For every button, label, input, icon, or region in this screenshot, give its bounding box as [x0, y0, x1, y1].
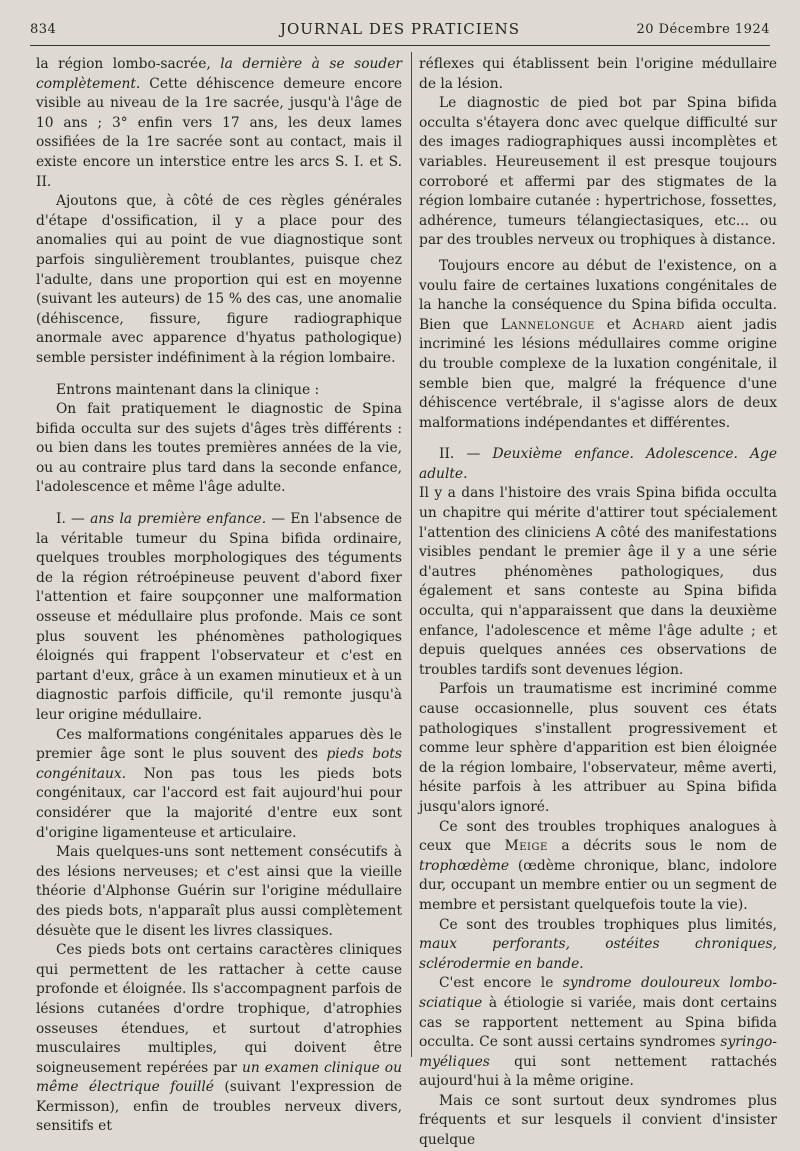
paragraph: Toujours encore au début de l'existence, on a voulu faire de certaines luxations congénitales de la hanche la conséquence du Spina bifida occulta. Bien que Lannelongue et Achard aient jadis incriminé les lésions médullaires comme origine du trouble complexe de la luxation congénitale, il semble bien que, malgré la fréquence d'une déhiscence vertébrale, il s'agisse alors de deux malformations indépendantes et différentes.: [419, 257, 777, 431]
left-column: [36, 55, 403, 1135]
section-title: Deuxième enfance. Adolescence. Age adulte.: [419, 446, 777, 482]
issue-date: 20 Décembre 1924: [636, 22, 770, 37]
page-number: 834: [30, 22, 57, 37]
paragraph: On fait pratiquement le diagnostic de Spina bifida occulta sur des sujets d'âges très différents : ou bien dans les toutes premières années de la vie, ou au contraire plus tard dans la seconde enfance, l'adolescence et même l'âge adulte.: [36, 401, 402, 496]
paragraph: la région lombo-sacrée, la dernière à se souder complètement. Cette déhiscence demeure encore visible au niveau de la 1re sacrée, jusqu'à l'âge de 10 ans ; 3° enfin vers 17 ans, les deux lames ossifiées de la 1re sacrée sont au contact, mais il existe encore un interstice entre les arcs S. I. et S. II.: [36, 56, 402, 190]
column-divider: [411, 52, 412, 1057]
section-one: I. — ans la première enfance. — En l'absence de la véritable tumeur du Spina bifida ordinaire, quelques troubles morphologiques des téguments de la région rétroépineuse peuvent d'abord fixer l'attention et faire soupçonner une malformation osseuse et médullaire plus profonde. Mais ce sont plus souvent les phénomènes pathologiques éloignés qui frappent l'observateur et c'est en partant d'eux, grâce à un examen minutieux et à un diagnostic parfois difficile, qu'il remonte jusqu'à leur origine médullaire.: [36, 511, 402, 723]
paragraph: Mais quelques-uns sont nettement consécutifs à des lésions nerveuses; et c'est ainsi que la vieille théorie d'Alphonse Guérin sur l'origine médullaire des pieds bots, n'apparaît plus aussi complètement désuète que le disent les livres classiques.: [36, 844, 402, 939]
page-header: [30, 20, 770, 42]
paragraph: Entrons maintenant dans la clinique :: [56, 381, 320, 398]
paragraph: Ces malformations congénitales apparues dès le premier âge sont le plus souvent des pieds bots congénitaux. Non pas tous les pieds bots congénitaux, car l'accord est fait aujourd'hui pour considérer que la majorité d'entre eux sont d'origine ligamenteuse et articulaire.: [36, 726, 402, 841]
journal-title: JOURNAL DES PRATICIENS: [279, 20, 521, 38]
paragraph: réflexes qui établissent bein l'origine médullaire de la lésion.: [419, 56, 777, 92]
section-two-heading: II. — Deuxième enfance. Adolescence. Age adulte.: [419, 446, 777, 482]
author-name: Lannelongue: [500, 316, 595, 333]
right-column: [419, 55, 778, 1149]
paragraph: Ajoutons que, à côté de ces règles générales d'étape d'ossification, il y a place pour des anomalies qui au point de vue diagnostique sont parfois singulièrement troublantes, puisque chez l'adulte, dans une proportion qui est en moyenne (suivant les auteurs) de 15 % des cas, une anomalie (déhiscence, fissure, figure radiographique anormale avec apparence d'hyatus pathologique) semble persister indéfiniment à la région lombaire.: [36, 193, 402, 366]
paragraph: Ce sont des troubles trophiques analogues à ceux que Meige a décrits sous le nom de trophœdème (œdème chronique, blanc, indolore dur, occupant un membre entier ou un segment de membre et persistant quelquefois toute la vie).: [419, 818, 777, 913]
author-name: Meige: [504, 838, 548, 855]
paragraph: Parfois un traumatisme est incriminé comme cause occasionnelle, plus souvent ces états pathologiques s'installent progressivement et comme leur sphère d'apparition est bien éloignée de la région lombaire, l'observateur, même averti, hésite parfois à les attribuer au Spina bifida jusqu'alors ignoré.: [419, 681, 777, 815]
paragraph: Mais ce sont surtout deux syndromes plus fréquents et sur lesquels il convient d'insister quelque: [419, 1092, 777, 1149]
paragraph: Ce sont des troubles trophiques plus limités, maux perforants, ostéites chroniques, sclérodermie en bande.: [419, 916, 777, 972]
paragraph: Le diagnostic de pied bot par Spina bifida occulta s'étayera donc avec quelque difficulté sur des images radiographiques aussi incomplètes et variables. Heureusement il est presque toujours corroboré et affermi par des stigmates de la région lombaire cutanée : hypertrichose, fossettes, adhérence, tumeurs télangiectasiques, etc... ou par des troubles nerveux ou trophiques à distance.: [419, 95, 777, 249]
paragraph: Ces pieds bots ont certains caractères cliniques qui permettent de les rattacher à cette cause profonde et éloignée. Ils s'accompagnent parfois de lésions cutanées d'ordre trophique, d'atrophies osseuses étendues, et surtout d'atrophies musculaires multiples, qui doivent être soigneusement repérées par un examen clinique ou même électrique fouillé (suivant l'expression de Kermisson), enfin de troubles nerveux divers, sensitifs et: [36, 942, 403, 1135]
section-title: ans la première enfance.: [90, 511, 267, 528]
paragraph: Il y a dans l'histoire des vrais Spina bifida occulta un chapitre qui mérite d'attirer tout spécialement l'attention des cliniciens A côté des manifestations visibles pendant le premier âge il y a une série d'autres phénomènes pathologiques, dus également et sans conteste au Spina bifida occulta, qui n'apparaissent que dans la deuxième enfance, l'adolescence et même l'âge adulte ; et depuis quelques années ces observations de troubles tardifs sont devenues légion.: [419, 485, 777, 678]
author-name: Achard: [632, 316, 685, 333]
header-rule: [30, 45, 770, 46]
paragraph: C'est encore le syndrome douloureux lombo-sciatique à étiologie si variée, mais dont certains cas se rapportent nettement au Spina bifida occulta. Ce sont aussi certains syndromes syringo-myéliques qui sont nettement rattachés aujourd'hui à la même origine.: [419, 975, 778, 1090]
